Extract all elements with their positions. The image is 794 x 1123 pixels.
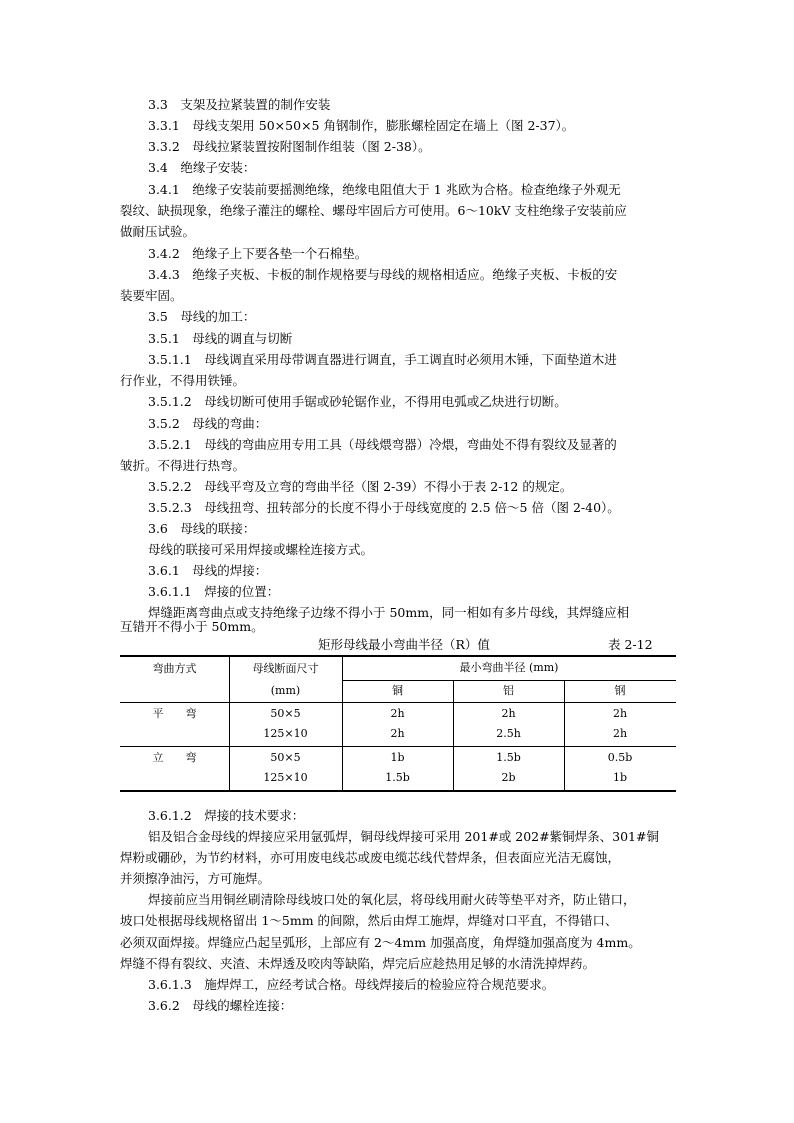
- table-cell: 2h: [390, 707, 405, 720]
- table-cell: 125×10: [263, 727, 308, 740]
- table-cell: 2h: [612, 707, 628, 720]
- text-line: 焊接前应当用铜丝刷清除母线坡口处的氧化层，将母线用耐火砖等垫平对齐，防止错口，: [148, 892, 636, 907]
- text-line: 互错开不得小于 50mm。: [120, 619, 264, 634]
- text-line: 3.5.2.2 母线平弯及立弯的弯曲半径（图 2-39）不得小于表 2-12 的规定。: [148, 479, 573, 494]
- text-line: 行作业，不得用铁锤。: [120, 373, 246, 388]
- row-group-flat-bend: 平 弯: [152, 707, 197, 720]
- text-line: 皱折。不得进行热弯。: [120, 458, 246, 473]
- row-group-vertical-bend: 立 弯: [152, 751, 197, 764]
- heading-3-6-1-2: 3.6.1.2 焊接的技术要求：: [148, 808, 305, 823]
- table-cell: 2h: [501, 707, 516, 720]
- heading-3-4: 3.4 绝缘子安装：: [148, 160, 256, 175]
- heading-3-3: 3.3 支架及拉紧装置的制作安装: [148, 97, 331, 112]
- text-line: 焊缝不得有裂纹、夹渣、未焊透及咬肉等缺陷，焊完后应趁热用足够的水清洗掉焊药。: [120, 956, 596, 971]
- text-line: 做耐压试验。: [120, 224, 196, 239]
- header-aluminum: 铝: [503, 684, 514, 697]
- text-line: 铝及铝合金母线的焊接应采用氩弧焊，铜母线焊接可采用 201#或 202#紫铜焊条、301#铜: [148, 829, 659, 844]
- text-line: 3.3.2 母线拉紧装置按附图制作组装（图 2-38）。: [148, 139, 431, 154]
- text-line: 3.3.1 母线支架用 50×50×5 角钢制作，膨胀螺栓固定在墙上（图 2-37）。: [148, 118, 575, 133]
- text-line: 3.5.1.2 母线切断可使用手锯或砂轮锯作业，不得用电弧或乙炔进行切断。: [148, 394, 567, 409]
- text-line: 3.5.2 母线的弯曲：: [148, 416, 268, 431]
- header-min-radius: 最小弯曲半径 (mm): [459, 661, 559, 674]
- table-caption: 矩形母线最小弯曲半径（R）值: [318, 637, 490, 652]
- table-cell: 1b: [612, 771, 628, 784]
- text-line: 3.6.1.3 施焊焊工，应经考试合格。母线焊接后的检验应符合规范要求。: [148, 977, 555, 992]
- text-line: 并须擦净油污，方可施焊。: [120, 871, 271, 886]
- header-section-size: 母线断面尺寸: [252, 662, 319, 675]
- header-steel: 钢: [614, 684, 626, 697]
- header-section-unit: (mm): [270, 684, 301, 697]
- bend-radius-table: [120, 655, 676, 791]
- table-cell: 1.5b: [496, 751, 521, 764]
- table-cell: 50×5: [270, 751, 301, 764]
- text-line: 3.4.3 绝缘子夹板、卡板的制作规格要与母线的规格相适应。绝缘子夹板、卡板的安: [148, 267, 618, 282]
- table-cell: 2h: [390, 727, 405, 740]
- text-line: 装要牢固。: [120, 288, 183, 303]
- table-cell: 0.5b: [607, 751, 633, 764]
- text-line: 3.6.1.1 焊接的位置：: [148, 584, 280, 599]
- text-line: 3.5.1.1 母线调直采用母带调直器进行调直，手工调直时必须用木锤，下面垫道木进: [148, 352, 617, 367]
- heading-3-6: 3.6 母线的联接：: [148, 521, 256, 536]
- text-line: 母线的联接可采用焊接或螺栓连接方式。: [148, 542, 374, 557]
- text-line: 3.5.1 母线的调直与切断: [148, 331, 293, 346]
- text-line: 焊粉或硼砂，为节约材料，亦可用废电线芯或废电缆芯线代替焊条，但表面应光洁无腐蚀，: [120, 850, 621, 865]
- heading-3-5: 3.5 母线的加工：: [148, 309, 256, 324]
- table-cell: 2b: [501, 771, 516, 784]
- header-copper: 铜: [392, 684, 403, 697]
- table-cell: 2.5h: [496, 727, 521, 740]
- text-line: 3.5.2.3 母线扭弯、扭转部分的长度不得小于母线宽度的 2.5 倍～5 倍（图 2-40）。: [148, 500, 620, 515]
- table-cell: 125×10: [263, 771, 308, 784]
- text-line: 3.4.2 绝缘子上下要各垫一个石棉垫。: [148, 246, 368, 261]
- heading-3-6-2: 3.6.2 母线的螺栓连接：: [148, 998, 293, 1013]
- table-cell: 2h: [612, 727, 628, 740]
- text-line: 坡口处根据母线规格留出 1～5mm 的间隙，然后由焊工施焊，焊缝对口平直，不得错口、: [120, 913, 618, 928]
- text-line: 3.4.1 绝缘子安装前要摇测绝缘，绝缘电阻值大于 1 兆欧为合格。检查绝缘子外观无: [148, 182, 621, 197]
- text-line: 3.6.1 母线的焊接：: [148, 563, 268, 578]
- table-cell: 1b: [390, 751, 405, 764]
- text-line: 焊缝距离弯曲点或支持绝缘子边缘不得小于 50mm，同一相如有多片母线，其焊缝应相: [148, 605, 630, 620]
- header-bend-type: 弯曲方式: [152, 662, 197, 675]
- text-line: 3.5.2.1 母线的弯曲应用专用工具（母线煨弯器）冷煨，弯曲处不得有裂纹及显著的: [148, 437, 617, 452]
- text-line: 必须双面焊接。焊缝应凸起呈弧形，上部应有 2～4mm 加强高度，角焊缝加强高度为 4mm。: [120, 935, 641, 950]
- table-cell: 1.5b: [385, 771, 410, 784]
- table-cell: 50×5: [270, 707, 301, 720]
- table-number: 表 2-12: [608, 637, 653, 652]
- text-line: 裂纹、缺损现象，绝缘子灌注的螺栓、螺母牢固后方可使用。6～10kV 支柱绝缘子安装前应: [120, 203, 627, 218]
